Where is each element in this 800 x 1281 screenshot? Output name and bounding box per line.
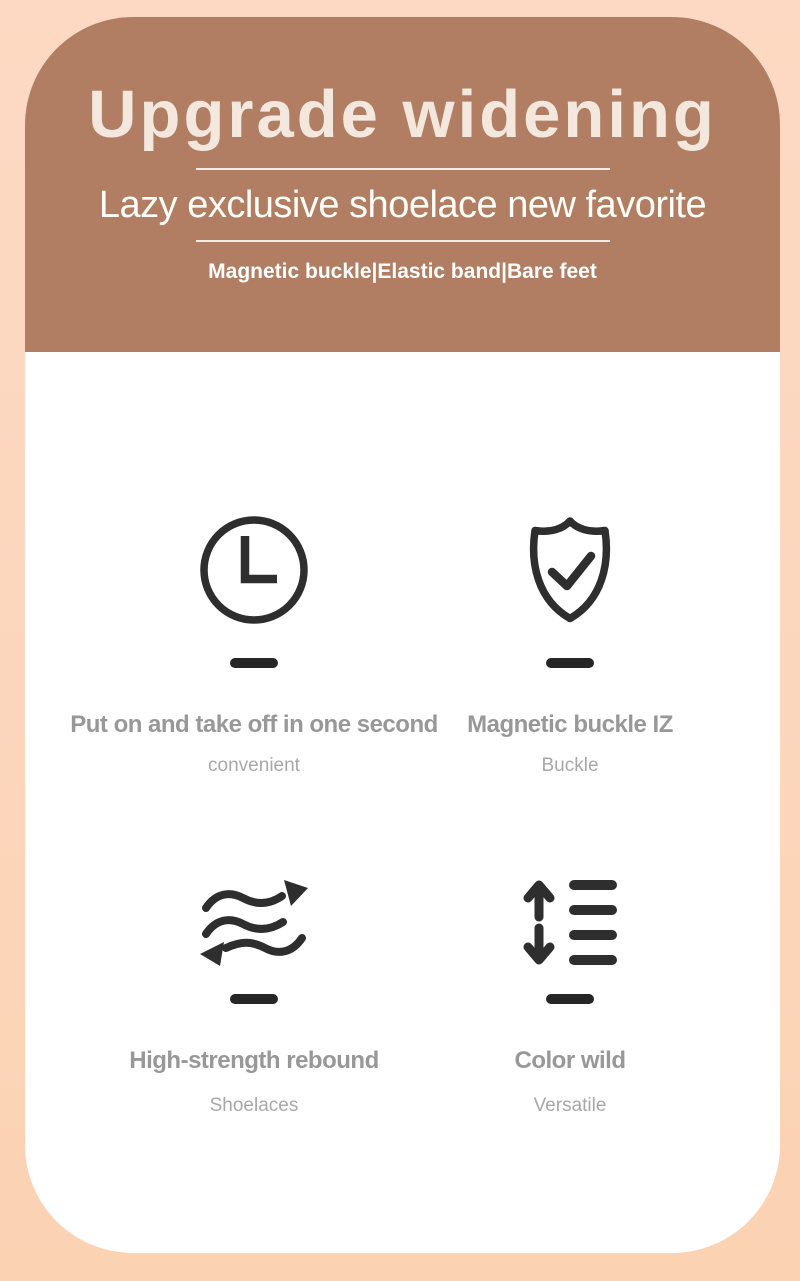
feature-cell-buckle <box>412 512 728 777</box>
wavy-arrows-icon <box>198 876 310 968</box>
feature-cell-shoelaces <box>96 876 412 1117</box>
feature-title: Magnetic buckle IZ <box>467 711 673 738</box>
shield-check-icon <box>524 512 616 627</box>
sort-arrows-icon <box>523 876 617 968</box>
underline-dash <box>546 658 594 668</box>
banner-subtitle: Lazy exclusive shoelace new favorite <box>98 184 707 226</box>
underline-dash <box>230 994 278 1004</box>
feature-title: Color wild <box>514 1047 626 1074</box>
feature-cell-versatile <box>412 876 728 1117</box>
feature-subtitle: Shoelaces <box>209 1095 299 1116</box>
divider-line-bottom <box>196 240 610 242</box>
feature-title: High-strength rebound <box>129 1047 379 1074</box>
feature-subtitle: Buckle <box>541 755 599 776</box>
feature-subtitle: convenient <box>208 755 300 776</box>
banner-tagline: Magnetic buckle|Elastic band|Bare feet <box>208 260 597 283</box>
product-banner-card <box>25 17 780 1253</box>
feature-title: Put on and take off in one second <box>70 711 438 738</box>
clock-icon <box>199 512 309 627</box>
banner-title: Upgrade widening <box>88 77 717 152</box>
feature-cell-convenient <box>70 512 438 777</box>
banner-header <box>25 17 780 352</box>
underline-dash <box>230 658 278 668</box>
features-grid <box>70 352 728 1117</box>
underline-dash <box>546 994 594 1004</box>
feature-subtitle: Versatile <box>533 1095 607 1116</box>
